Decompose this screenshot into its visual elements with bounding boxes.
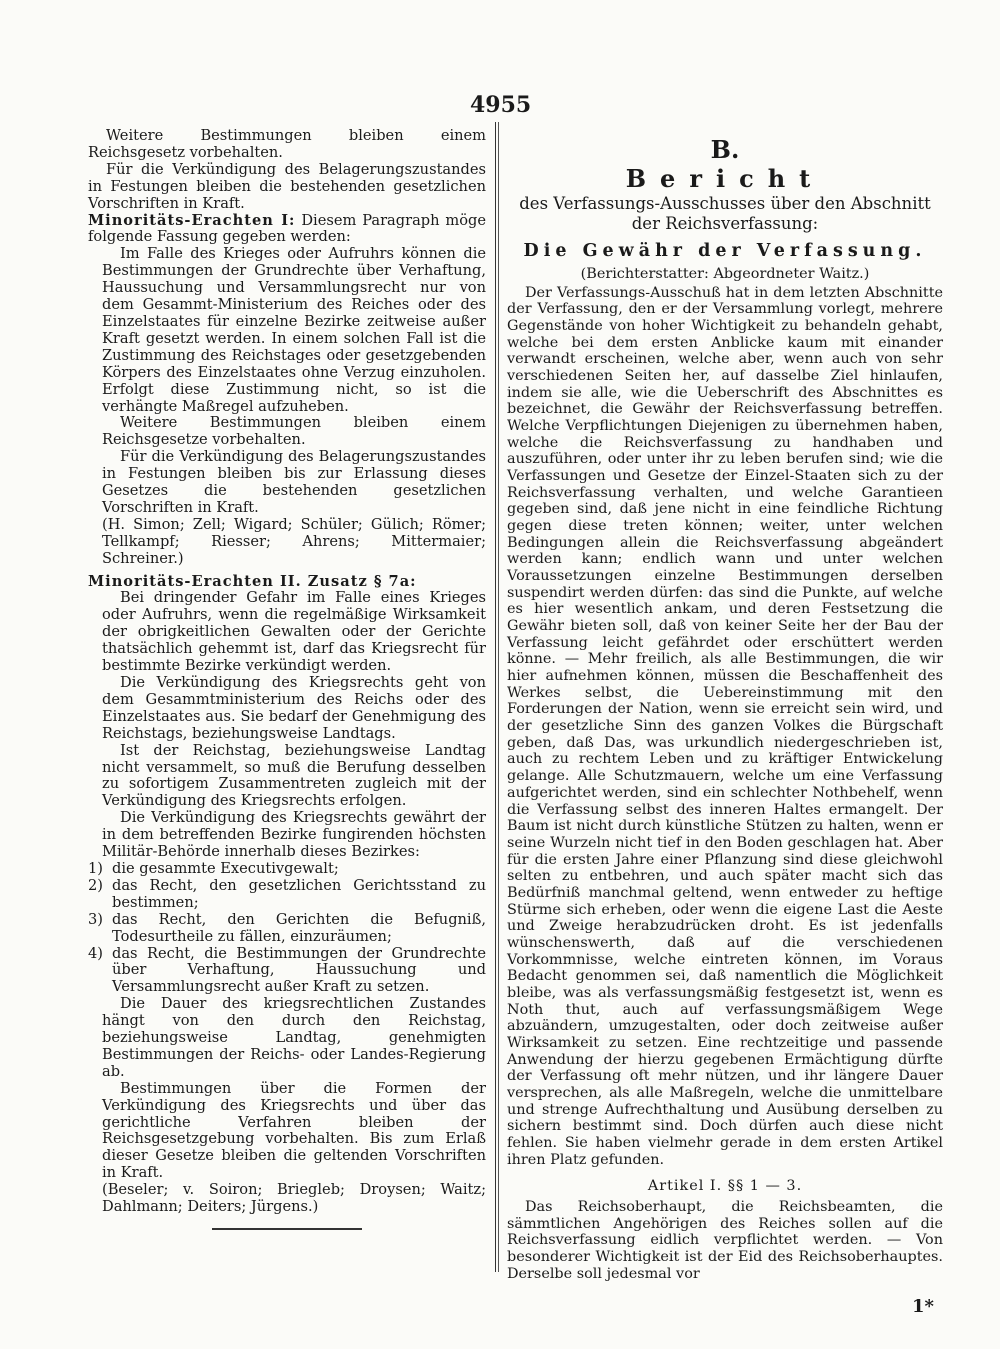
minority-opinion-2-heading: Minoritäts-Erachten II. Zusatz § 7a: (88, 572, 417, 590)
list-text: das Recht, den Gerichten die Befugniß, Todesurtheile zu fällen, einzuräumen; (112, 910, 486, 945)
column-divider-inner (498, 122, 499, 1272)
quoted-paragraph: Weitere Bestimmungen bleiben einem Reichsgesetze vorbehalten. (102, 414, 486, 449)
list-item (88, 912, 486, 946)
report-body: Der Verfassungs-Ausschuß hat in dem letzten Abschnitte der Verfassung, den er der Versammlung vorlegt, mehrere Gegenstände von hoher Wichtigkeit zu behandeln gehabt, welche bei dem ersten Anblicke kaum mit einander verwandt erscheinen, welche aber, wenn auch von sehr verschiedenen Seiten her, auf dasselbe Ziel hinlaufen, indem sie alle, wie die Ueberschrift des Abschnittes es bezeichnet, die Gewähr der Reichsverfassung betreffen. Welche Verpflichtungen Diejenigen zu übernehmen haben, welche die Reichsverfassung zu handhaben und auszuführen, oder unter ihr zu leben berufen sind; wie die Verfassungen und Gesetze der Einzel-Staaten sich zu der Reichsverfassung verhalten, und welche Garantieen gegeben sind, daß jene nicht in eine feindliche Richtung gegen diese treten können; weiter, unter welchen Bedingungen allein die Reichsverfassung abgeändert werden kann; endlich wann und unter welchen Voraussetzungen einzelne Bestimmungen derselben suspendirt werden dürfen: das sind die Punkte, auf welche es hier wesentlich ankam, und deren Festsetzung die Gewähr bieten soll, daß von keiner Seite her der Bau der Verfassung leicht gefährdet oder erschüttert werden könne. — Mehr freilich, als alle Bestimmungen, die wir hier aufnehmen können, müssen die Beschaffenheit des Werkes selbst, die Uebereinstimmung mit den Forderungen der Nation, wenn sie erreicht sein wird, und der gesetzliche Sinn des ganzen Volkes die Bürgschaft geben, daß Das, was urkundlich niedergeschrieben ist, auch zu rechtem Leben und zu kräftiger Entwickelung gelange. Alle Schutzmauern, welche um eine Verfassung aufgerichtet werden, sind ein schlechter Nothbehelf, wenn die Verfassung selbst des inneren Haltes ermangelt. Der Baum ist nicht durch künstliche Stützen zu halten, wenn er seine Wurzeln nicht tief in den Boden geschlagen hat. Aber für die ersten Jahre einer Pflanzung sind diese gleichwohl selten zu entbehren, und auch später macht sich das Bedürfniß manchmal geltend, wenn entweder zu heftige Stürme sich erheben, oder wenn die eigene Last die Aeste und Zweige herabzudrücken droht. Es ist jedenfalls wünschenswerth, daß auf die verschiedenen Vorkommnisse, welche eintreten können, im Voraus Bedacht genommen sei, daß namentlich die Möglichkeit bleibe, was als verfassungsmäßig festgesetzt ist, wenn es Noth thut, auch auf verfassungsmäßigem Wege abzuändern, umzugestalten, oder doch zeitweise außer Wirksamkeit zu setzen. Eine rechtzeitige und passende Anwendung der hierzu gegebenen Ermächtigung dürfte der Verfassung oft mehr nützen, und ihr längere Dauer versprechen, als alle Maßregeln, welche die unmittelbare und strenge Aufrechthaltung und Ausübung derselben zu sichern bestimmt sind. Doch dürfen auch diese nicht fehlen. Sie haben vielmehr gerade in dem ersten Artikel ihren Platz gefunden. (507, 284, 943, 1168)
quoted-paragraph: Bei dringender Gefahr im Falle eines Krieges oder Aufruhrs, wenn die regelmäßige Wirksamkeit der obrigkeitlichen Gewalten oder der Gerichte thatsächlich gehemmt ist, darf das Kriegsrecht für bestimmte Bezirke verkündigt werden. (102, 589, 486, 675)
reporter-line: (Berichterstatter: Abgeordneter Waitz.) (580, 266, 870, 282)
report-subtitle: des Verfassungs-Ausschusses über den Abschnitt der Reichsverfassung: (519, 194, 931, 233)
signatories-2: (Beseler; v. Soiron; Briegleb; Droysen; Waitz; Dahlmann; Deiters; Jürgens.) (102, 1181, 486, 1216)
section-letter: B. (710, 135, 740, 164)
quoted-paragraph: Für die Verkündigung des Belagerungszustandes in Festungen bleiben bis zur Erlassung dieses Gesetzes die bestehenden gesetzlichen Vorschriften in Kraft. (102, 448, 486, 516)
article-text: Das Reichsoberhaupt, die Reichsbeamten, die sämmtlichen Angehörigen des Reiches sollen auf die Reichsverfassung eidlich verpflichtet werden. — Von besonderer Wichtigkeit ist der Eid des Reichsoberhauptes. Derselbe soll jedesmal vor (507, 1198, 943, 1282)
list-text: das Recht, den gesetzlichen Gerichtsstand zu bestimmen; (112, 876, 486, 911)
end-rule (212, 1228, 362, 1230)
quoted-paragraph: Die Verkündigung des Kriegsrechts geht von dem Gesammtministerium des Reichs oder des Einzelstaates aus. Sie bedarf der Genehmigung des Reichstags, beziehungsweise Landtags. (102, 674, 486, 742)
printer-signature-mark: 1* (912, 1296, 934, 1317)
quoted-paragraph: Im Falle des Krieges oder Aufruhrs können die Bestimmungen der Grundrechte über Verhaftung, Haussuchung und Versammlungsrecht nur von dem Gesammt-Ministerium des Reiches oder des Einzelstaates für einzelne Bezirke zeitweise außer Kraft gesetzt werden. In einem solchen Fall ist die Zustimmung des Reichstages oder gesetzgebenden Körpers des Einzelstaates ohne Verzug einzuholen. Erfolgt diese Zustimmung nicht, so ist die verhängte Maßregel aufzuheben. (102, 245, 486, 415)
quoted-paragraph: Bestimmungen über die Formen der Verkündigung des Kriegsrechts und über das gerichtliche Verfahren bleiben der Reichsgesetzgebung vorbehalten. Bis zum Erlaß dieser Gesetze bleiben die geltenden Vorschriften in Kraft. (102, 1079, 486, 1182)
list-number: 4) (88, 944, 103, 962)
paragraph: Für die Verkündigung des Belagerungszustandes in Festungen bleiben die bestehenden gesetzlichen Vorschriften in Kraft. (88, 160, 486, 212)
quoted-paragraph: Die Dauer des kriegsrechtlichen Zustandes hängt von den durch den Reichstag, beziehungsweise Landtag, genehmigten Bestimmungen der Reichs- oder Landes-Regierung ab. (102, 995, 486, 1080)
column-divider (495, 122, 496, 1272)
paragraph: Weitere Bestimmungen bleiben einem Reichsgesetz vorbehalten. (88, 127, 486, 161)
article-heading: Artikel I. §§ 1 — 3. (647, 1178, 803, 1195)
list-text: das Recht, die Bestimmungen der Grundrechte über Verhaftung, Haussuchung und Versammlungsrecht außer Kraft zu setzen. (112, 944, 486, 996)
minority-opinion-1-heading: Minoritäts-Erachten I: (88, 211, 296, 229)
minority-opinion-1-intro-text: Diesem Paragraph möge folgende Fassung gegeben werden: (88, 211, 487, 246)
list-item (88, 861, 486, 878)
quoted-paragraph: Die Verkündigung des Kriegsrechts gewährt der in dem betreffenden Bezirke fungirenden höchsten Militär-Behörde innerhalb dieses Bezirkes: (102, 809, 486, 861)
quoted-paragraph: Ist der Reichstag, beziehungsweise Landtag nicht versammelt, so muß die Berufung desselben zu sofortigem Zusammentreten zugleich mit der Verkündigung des Kriegsrechts erfolgen. (102, 741, 486, 810)
minority-opinion-1-intro (88, 213, 486, 247)
list-number: 3) (88, 910, 103, 928)
left-column (88, 128, 486, 1230)
page-number: 4955 (470, 92, 532, 118)
report-title: Bericht (625, 164, 825, 193)
list-item (88, 946, 486, 997)
section-heading: Die Gewähr der Verfassung. (523, 241, 927, 261)
list-number: 2) (88, 876, 103, 894)
list-item (88, 878, 486, 912)
list-number: 1) (88, 859, 103, 877)
right-column (507, 128, 943, 1282)
signatories-1: (H. Simon; Zell; Wigard; Schüler; Gülich; Römer; Tellkampf; Riesser; Ahrens; Mittermaier; Schreiner.) (102, 515, 486, 567)
list-text: die gesammte Executivgewalt; (112, 859, 339, 877)
